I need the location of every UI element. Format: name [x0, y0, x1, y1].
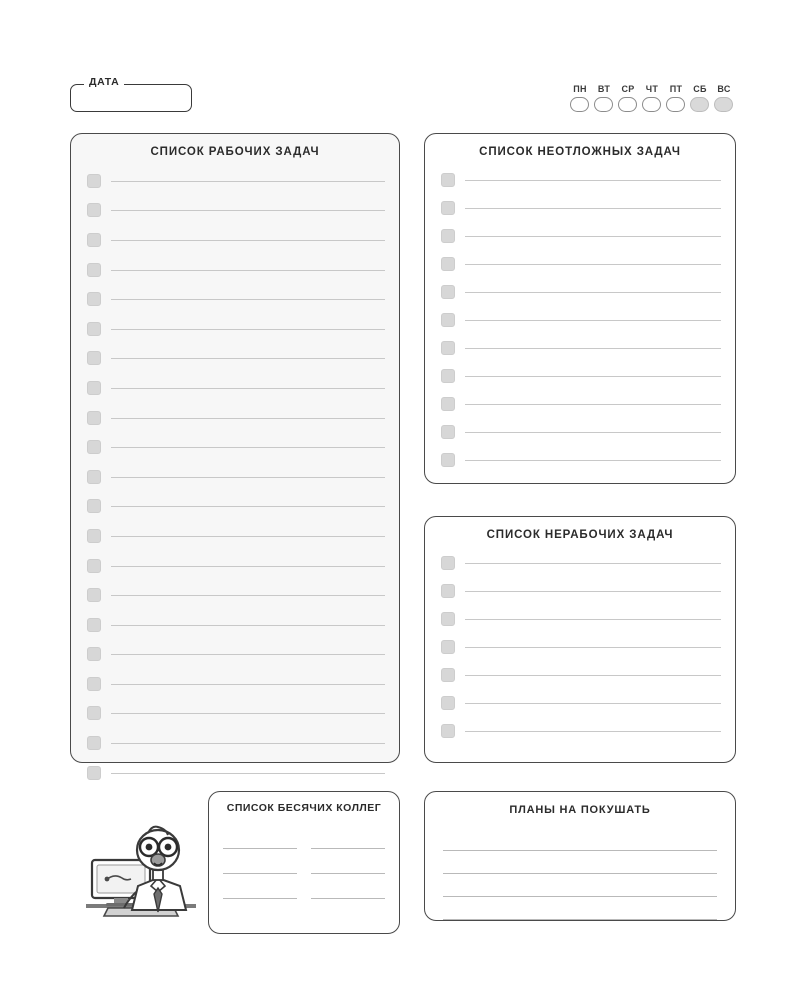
- checkbox-icon[interactable]: [87, 470, 101, 484]
- write-line[interactable]: [443, 897, 717, 920]
- work-task-list: [71, 166, 399, 787]
- list-item[interactable]: [441, 334, 721, 362]
- nonwork-task-list: [425, 549, 735, 745]
- checkbox-icon[interactable]: [87, 411, 101, 425]
- weekday-tue-circle[interactable]: [594, 97, 613, 112]
- write-line[interactable]: [111, 476, 385, 478]
- list-item[interactable]: [441, 605, 721, 633]
- write-line[interactable]: [465, 403, 721, 405]
- write-line[interactable]: [111, 417, 385, 419]
- checkbox-icon[interactable]: [441, 556, 455, 570]
- checkbox-icon[interactable]: [441, 313, 455, 327]
- weekday-fri[interactable]: [666, 84, 686, 112]
- panel-nonwork-tasks: [424, 516, 736, 763]
- weekday-wed-label: СР: [621, 84, 635, 94]
- write-line[interactable]: [111, 269, 385, 271]
- checkbox-icon[interactable]: [87, 706, 101, 720]
- weekday-mon[interactable]: [570, 84, 590, 112]
- panel-meals-title: ПЛАНЫ НА ПОКУШАТЬ: [509, 804, 651, 816]
- list-item[interactable]: [87, 284, 385, 314]
- list-item[interactable]: [441, 577, 721, 605]
- list-item[interactable]: [87, 403, 385, 433]
- urgent-task-list: [425, 166, 735, 474]
- weekday-selector: [570, 84, 734, 112]
- checkbox-icon[interactable]: [441, 201, 455, 215]
- write-line[interactable]: [111, 683, 385, 685]
- write-line[interactable]: [111, 535, 385, 537]
- checkbox-icon[interactable]: [441, 285, 455, 299]
- write-line[interactable]: [465, 431, 721, 433]
- list-item[interactable]: [87, 699, 385, 729]
- write-line[interactable]: [465, 347, 721, 349]
- write-line[interactable]: [443, 874, 717, 897]
- panel-work-tasks: [70, 133, 400, 763]
- write-line[interactable]: [111, 712, 385, 714]
- list-item[interactable]: [87, 314, 385, 344]
- checkbox-icon[interactable]: [87, 529, 101, 543]
- list-item[interactable]: [87, 492, 385, 522]
- list-item[interactable]: [441, 362, 721, 390]
- weekday-wed[interactable]: [618, 84, 638, 112]
- weekday-tue-label: ВТ: [597, 84, 611, 94]
- weekday-fri-circle[interactable]: [666, 97, 685, 112]
- write-line[interactable]: [311, 874, 385, 899]
- list-item[interactable]: [87, 255, 385, 285]
- weekday-wed-circle[interactable]: [618, 97, 637, 112]
- panel-urgent-title: СПИСОК НЕОТЛОЖНЫХ ЗАДАЧ: [479, 146, 681, 158]
- list-item[interactable]: [87, 225, 385, 255]
- write-line[interactable]: [111, 357, 385, 359]
- checkbox-icon[interactable]: [87, 559, 101, 573]
- checkbox-icon[interactable]: [87, 233, 101, 247]
- list-item[interactable]: [441, 222, 721, 250]
- write-line[interactable]: [465, 291, 721, 293]
- checkbox-icon[interactable]: [87, 766, 101, 780]
- checkbox-icon[interactable]: [87, 677, 101, 691]
- write-line[interactable]: [465, 459, 721, 461]
- list-item[interactable]: [441, 250, 721, 278]
- write-line[interactable]: [465, 319, 721, 321]
- list-item[interactable]: [87, 166, 385, 196]
- checkbox-icon[interactable]: [441, 173, 455, 187]
- weekday-sun[interactable]: [714, 84, 734, 112]
- list-item[interactable]: [87, 610, 385, 640]
- checkbox-icon[interactable]: [87, 499, 101, 513]
- panel-annoying-colleagues: [208, 791, 400, 934]
- colleagues-columns: [209, 824, 399, 899]
- checkbox-icon[interactable]: [87, 322, 101, 336]
- panel-urgent-tasks: [424, 133, 736, 484]
- list-item[interactable]: [87, 462, 385, 492]
- write-line[interactable]: [111, 772, 385, 774]
- weekday-sat[interactable]: [690, 84, 710, 112]
- checkbox-icon[interactable]: [87, 351, 101, 365]
- panel-colleagues-title: СПИСОК БЕСЯЧИХ КОЛЛЕГ: [226, 802, 382, 814]
- checkbox-icon[interactable]: [441, 397, 455, 411]
- checkbox-icon[interactable]: [87, 618, 101, 632]
- write-line[interactable]: [111, 298, 385, 300]
- list-item[interactable]: [87, 551, 385, 581]
- list-item[interactable]: [441, 633, 721, 661]
- list-item[interactable]: [441, 166, 721, 194]
- checkbox-icon[interactable]: [87, 440, 101, 454]
- write-line[interactable]: [111, 180, 385, 182]
- write-line[interactable]: [311, 849, 385, 874]
- date-input[interactable]: [70, 84, 192, 112]
- list-item[interactable]: [87, 373, 385, 403]
- checkbox-icon[interactable]: [87, 203, 101, 217]
- checkbox-icon[interactable]: [441, 229, 455, 243]
- weekday-mon-circle[interactable]: [570, 97, 589, 112]
- checkbox-icon[interactable]: [87, 647, 101, 661]
- checkbox-icon[interactable]: [441, 369, 455, 383]
- weekday-mon-label: ПН: [573, 84, 587, 94]
- list-item[interactable]: [441, 278, 721, 306]
- list-item[interactable]: [441, 661, 721, 689]
- list-item[interactable]: [87, 521, 385, 551]
- list-item[interactable]: [441, 717, 721, 745]
- checkbox-icon[interactable]: [87, 588, 101, 602]
- weekday-thu-label: ЧТ: [645, 84, 659, 94]
- write-line[interactable]: [465, 730, 721, 732]
- checkbox-icon[interactable]: [87, 736, 101, 750]
- checkbox-icon[interactable]: [87, 174, 101, 188]
- list-item[interactable]: [441, 446, 721, 474]
- list-item[interactable]: [87, 344, 385, 374]
- write-line[interactable]: [111, 387, 385, 389]
- list-item[interactable]: [441, 194, 721, 222]
- write-line[interactable]: [111, 653, 385, 655]
- list-item[interactable]: [441, 689, 721, 717]
- checkbox-icon[interactable]: [87, 263, 101, 277]
- weekday-sat-circle[interactable]: [690, 97, 709, 112]
- list-item[interactable]: [87, 669, 385, 699]
- write-line[interactable]: [465, 618, 721, 620]
- write-line[interactable]: [111, 209, 385, 211]
- checkbox-icon[interactable]: [441, 696, 455, 710]
- write-line[interactable]: [465, 562, 721, 564]
- write-line[interactable]: [223, 824, 297, 849]
- write-line[interactable]: [223, 849, 297, 874]
- checkbox-icon[interactable]: [441, 425, 455, 439]
- write-line[interactable]: [111, 446, 385, 448]
- write-line[interactable]: [111, 594, 385, 596]
- write-line[interactable]: [111, 565, 385, 567]
- write-line[interactable]: [465, 702, 721, 704]
- write-line[interactable]: [443, 828, 717, 851]
- write-line[interactable]: [465, 263, 721, 265]
- weekday-sun-label: ВС: [717, 84, 731, 94]
- write-line[interactable]: [111, 742, 385, 744]
- panel-work-title: СПИСОК РАБОЧИХ ЗАДАЧ: [150, 146, 320, 158]
- list-item[interactable]: [87, 728, 385, 758]
- panel-nonwork-title: СПИСОК НЕРАБОЧИХ ЗАДАЧ: [486, 529, 674, 541]
- list-item[interactable]: [87, 580, 385, 610]
- weekday-thu[interactable]: [642, 84, 662, 112]
- weekday-fri-label: ПТ: [669, 84, 683, 94]
- list-item[interactable]: [87, 432, 385, 462]
- list-item[interactable]: [441, 549, 721, 577]
- write-line[interactable]: [311, 824, 385, 849]
- write-line[interactable]: [465, 646, 721, 648]
- checkbox-icon[interactable]: [441, 724, 455, 738]
- write-line[interactable]: [465, 179, 721, 181]
- list-item[interactable]: [87, 640, 385, 670]
- weekday-tue[interactable]: [594, 84, 614, 112]
- list-item[interactable]: [87, 758, 385, 788]
- checkbox-icon[interactable]: [441, 668, 455, 682]
- weekday-sun-circle[interactable]: [714, 97, 733, 112]
- write-line[interactable]: [111, 624, 385, 626]
- meals-lines: [425, 828, 735, 920]
- checkbox-icon[interactable]: [441, 453, 455, 467]
- list-item[interactable]: [441, 390, 721, 418]
- list-item[interactable]: [441, 306, 721, 334]
- list-item[interactable]: [87, 196, 385, 226]
- write-line[interactable]: [465, 375, 721, 377]
- write-line[interactable]: [465, 590, 721, 592]
- weekday-thu-circle[interactable]: [642, 97, 661, 112]
- checkbox-icon[interactable]: [87, 381, 101, 395]
- write-line[interactable]: [465, 235, 721, 237]
- cartoon-character-at-computer-icon: [78, 800, 204, 922]
- colleagues-left-column: [223, 824, 297, 899]
- list-item[interactable]: [441, 418, 721, 446]
- checkbox-icon[interactable]: [441, 584, 455, 598]
- write-line[interactable]: [465, 674, 721, 676]
- write-line[interactable]: [465, 207, 721, 209]
- checkbox-icon[interactable]: [441, 341, 455, 355]
- checkbox-icon[interactable]: [441, 257, 455, 271]
- checkbox-icon[interactable]: [441, 640, 455, 654]
- write-line[interactable]: [111, 328, 385, 330]
- date-label: ДАТА: [84, 76, 124, 88]
- weekday-sat-label: СБ: [693, 84, 707, 94]
- panel-meal-plans: [424, 791, 736, 921]
- write-line[interactable]: [111, 239, 385, 241]
- checkbox-icon[interactable]: [87, 292, 101, 306]
- write-line[interactable]: [223, 874, 297, 899]
- write-line[interactable]: [443, 851, 717, 874]
- write-line[interactable]: [111, 505, 385, 507]
- checkbox-icon[interactable]: [441, 612, 455, 626]
- colleagues-right-column: [311, 824, 385, 899]
